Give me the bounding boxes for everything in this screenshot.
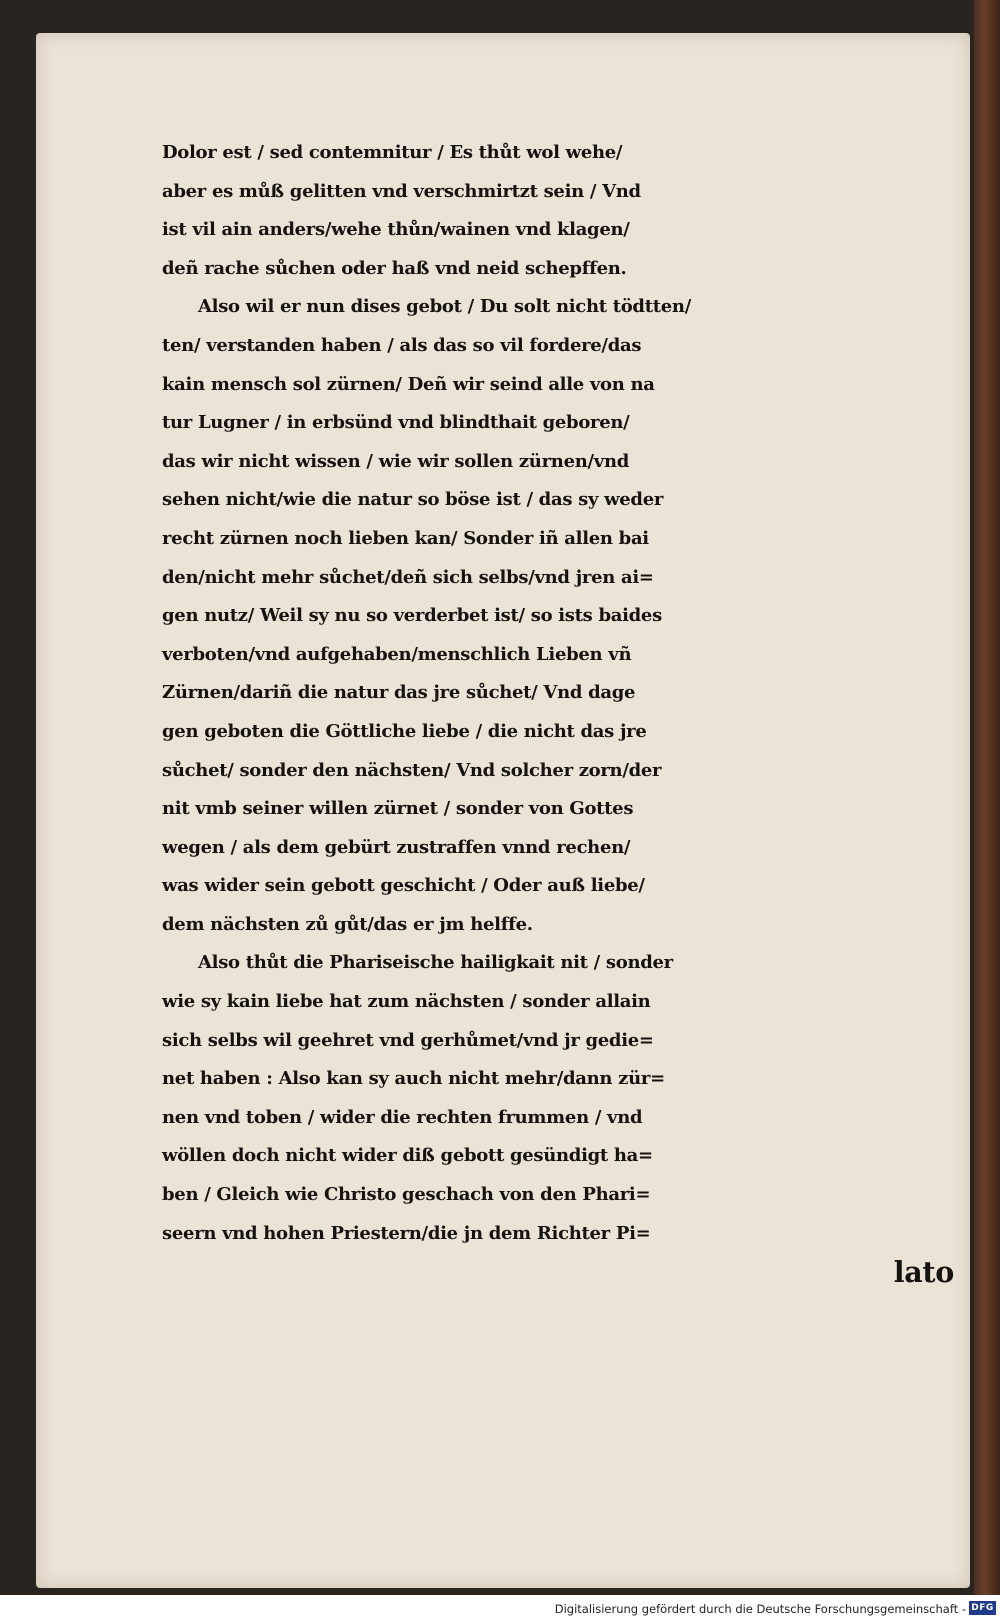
page-text [162,134,962,1292]
text-line: wöllen doch nicht wider diß gebott gesündigt ha= [162,1145,653,1167]
text-line: gen geboten die Göttliche liebe / die nicht das jre [162,720,647,742]
text-line: nen vnd toben / wider die rechten frummen / vnd [162,1106,643,1128]
text-line: nit vmb seiner willen zürnet / sonder von Gottes [162,798,634,820]
text-line: tur Lugner / in erbsünd vnd blindthait geboren/ [162,412,630,434]
text-line: ten/ verstanden haben / als das so vil fordere/das [162,334,642,356]
text-line: ist vil ain anders/wehe thůn/wainen vnd klagen/ [162,219,630,241]
text-line: Also thůt die Phariseische hailigkait nit / sonder [198,952,673,974]
text-line: sehen nicht/wie die natur so böse ist / das sy weder [162,489,664,511]
funding-credit: Digitalisierung gefördert durch die Deutsche Forschungsgemeinschaft - [554,1602,966,1616]
text-line: recht zürnen noch lieben kan/ Sonder iñ allen bai [162,527,649,549]
text-line: wie sy kain liebe hat zum nächsten / sonder allain [162,991,651,1013]
text-line: dem nächsten zů gůt/das er jm helffe. [162,913,533,935]
footer-bar [0,1597,1000,1620]
text-line: Also wil er nun dises gebot / Du solt nicht tödtten/ [198,296,691,318]
book-edge [974,0,1000,1595]
text-line: wegen / als dem gebürt zustraffen vnnd rechen/ [162,836,631,858]
catchword: lato [893,1255,954,1290]
text-line: ben / Gleich wie Christo geschach von den Phari= [162,1184,651,1206]
text-line: was wider sein gebott geschicht / Oder auß liebe/ [162,875,645,897]
text-line: gen nutz/ Weil sy nu so verderbet ist/ so ists baides [162,605,662,627]
text-line: kain mensch sol zürnen/ Deñ wir seind alle von na [162,373,655,395]
dfg-logo-icon: DFG [969,1601,996,1615]
text-line: sůchet/ sonder den nächsten/ Vnd solcher zorn/der [162,759,662,781]
text-line: Zürnen/dariñ die natur das jre sůchet/ Vnd dage [162,682,636,704]
text-line: verboten/vnd aufgehaben/menschlich Lieben vñ [162,643,632,665]
text-line: net haben : Also kan sy auch nicht mehr/dann zür= [162,1068,665,1090]
text-line: sich selbs wil geehret vnd gerhůmet/vnd jr gedie= [162,1029,654,1051]
text-line: deñ rache sůchen oder haß vnd neid schepffen. [162,257,627,279]
text-line: aber es můß gelitten vnd verschmirtzt sein / Vnd [162,180,641,202]
text-line: Dolor est / sed contemnitur / Es thůt wol wehe/ [162,142,623,163]
text-line: den/nicht mehr sůchet/deñ sich selbs/vnd jren ai= [162,566,654,588]
text-line: seern vnd hohen Priestern/die jn dem Richter Pi= [162,1222,651,1244]
text-line: das wir nicht wissen / wie wir sollen zürnen/vnd [162,450,630,472]
